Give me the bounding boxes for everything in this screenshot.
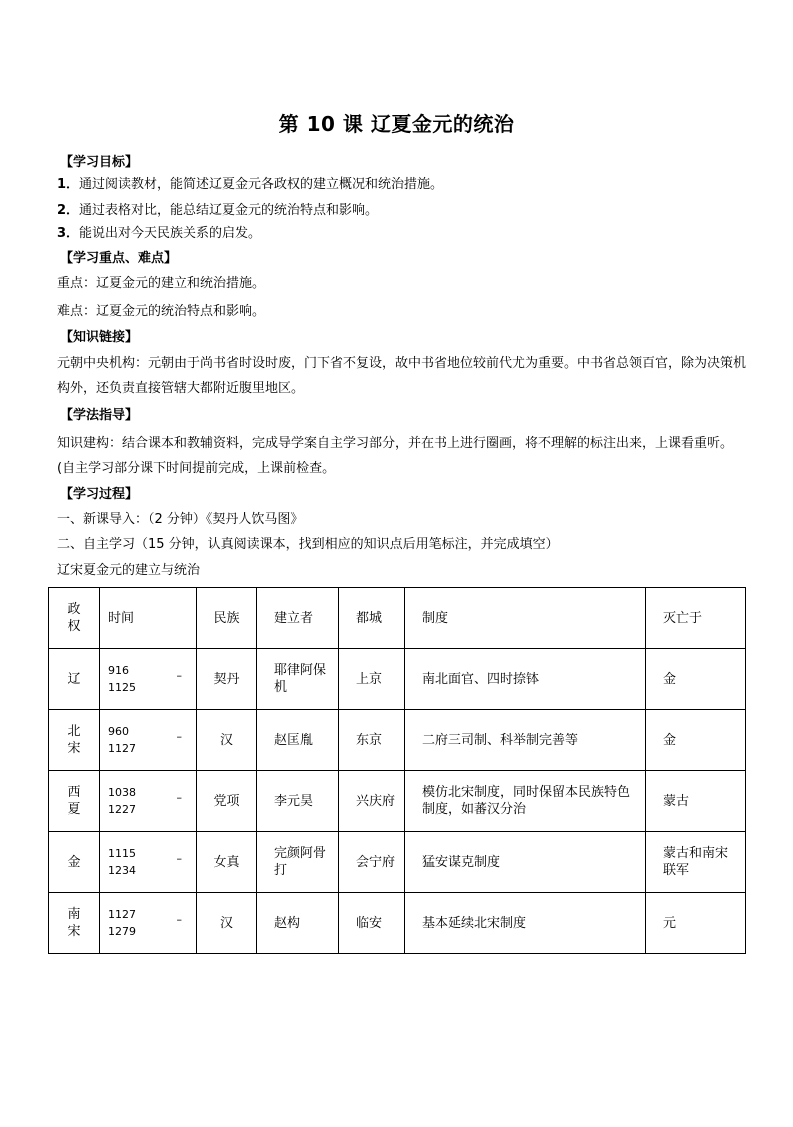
goal-item-2 xyxy=(57,203,378,219)
cell-time-start: 1038 xyxy=(108,786,136,799)
cell-regime: 金 xyxy=(49,832,100,893)
method-text: 知识建构：结合课本和教辅资料，完成导学案自主学习部分，并在书上进行圈画，将不理解的标注出来，上课看重听。(自主学习部分课下时间提前完成，上课前检查。 xyxy=(57,436,734,476)
table-header-row xyxy=(49,588,746,649)
goal-item-1 xyxy=(57,177,443,193)
cell-regime: 西夏 xyxy=(49,771,100,832)
header-regime: 政权 xyxy=(49,588,100,649)
cell-founder: 李元昊 xyxy=(257,771,339,832)
cell-time-dash: – xyxy=(176,730,182,743)
table-row xyxy=(49,832,746,893)
cell-capital: 上京 xyxy=(339,649,405,710)
cell-time-dash: – xyxy=(176,852,182,865)
process-heading: 【学习过程】 xyxy=(60,487,139,502)
header-time: 时间 xyxy=(100,588,197,649)
cell-system: 猛安谋克制度 xyxy=(405,832,646,893)
cell-system: 南北面官、四时捺钵 xyxy=(405,649,646,710)
cell-time-end: 1227 xyxy=(108,803,136,816)
cell-time-dash: – xyxy=(176,913,182,926)
cell-time-start: 1127 xyxy=(108,908,136,921)
regime-table xyxy=(48,587,746,954)
header-people: 民族 xyxy=(197,588,257,649)
header-founder: 建立者 xyxy=(257,588,339,649)
cell-time xyxy=(100,893,197,954)
cell-time-dash: – xyxy=(176,791,182,804)
goal-num-2: 2． xyxy=(57,203,80,218)
cell-time-end: 1125 xyxy=(108,681,136,694)
cell-time xyxy=(100,832,197,893)
cell-time-start: 960 xyxy=(108,725,129,738)
goals-heading: 【学习目标】 xyxy=(60,155,139,170)
goal-num-1: 1． xyxy=(57,177,80,192)
cell-people: 汉 xyxy=(197,893,257,954)
goal-text-2: 通过表格对比，能总结辽夏金元的统治特点和影响。 xyxy=(79,203,379,218)
cell-fell-to: 元 xyxy=(646,893,746,954)
goal-text-1: 通过阅读教材，能简述辽夏金元各政权的建立概况和统治措施。 xyxy=(79,177,444,192)
cell-founder: 耶律阿保机 xyxy=(257,649,339,710)
cell-founder: 完颜阿骨打 xyxy=(257,832,339,893)
cell-system: 基本延续北宋制度 xyxy=(405,893,646,954)
cell-time xyxy=(100,710,197,771)
keypoints-heading: 【学习重点、难点】 xyxy=(60,251,178,266)
cell-capital: 兴庆府 xyxy=(339,771,405,832)
cell-time-end: 1234 xyxy=(108,864,136,877)
cell-regime: 北宋 xyxy=(49,710,100,771)
knowledge-text: 元朝中央机构：元朝由于尚书省时设时废，门下省不复设，故中书省地位较前代尤为重要。中书省总领百官，除为决策机构外，还负责直接管辖大都附近腹里地区。 xyxy=(57,356,747,396)
cell-capital: 东京 xyxy=(339,710,405,771)
cell-regime: 南宋 xyxy=(49,893,100,954)
cell-time-end: 1127 xyxy=(108,742,136,755)
table-row xyxy=(49,771,746,832)
cell-time-dash: – xyxy=(176,669,182,682)
cell-founder: 赵匡胤 xyxy=(257,710,339,771)
cell-founder: 赵构 xyxy=(257,893,339,954)
cell-people: 党项 xyxy=(197,771,257,832)
cell-people: 女真 xyxy=(197,832,257,893)
table-row xyxy=(49,893,746,954)
cell-fell-to: 蒙古 xyxy=(646,771,746,832)
header-fell-to: 灭亡于 xyxy=(646,588,746,649)
cell-time xyxy=(100,649,197,710)
cell-time xyxy=(100,771,197,832)
cell-people: 汉 xyxy=(197,710,257,771)
cell-time-end: 1279 xyxy=(108,925,136,938)
cell-regime: 辽 xyxy=(49,649,100,710)
cell-fell-to: 蒙古和南宋联军 xyxy=(646,832,746,893)
header-capital: 都城 xyxy=(339,588,405,649)
cell-fell-to: 金 xyxy=(646,649,746,710)
header-system: 制度 xyxy=(405,588,646,649)
goal-num-3: 3． xyxy=(57,226,80,241)
cell-capital: 临安 xyxy=(339,893,405,954)
method-heading: 【学法指导】 xyxy=(60,408,139,423)
process-step-1: 一、新课导入：（2 分钟）《契丹人饮马图》 xyxy=(57,512,304,527)
goal-text-3: 能说出对今天民族关系的启发。 xyxy=(79,226,262,241)
cell-system: 二府三司制、科举制完善等 xyxy=(405,710,646,771)
table-row xyxy=(49,710,746,771)
cell-fell-to: 金 xyxy=(646,710,746,771)
process-step-2: 二、自主学习（15 分钟，认真阅读课本，找到相应的知识点后用笔标注，并完成填空） xyxy=(57,537,559,552)
cell-time-start: 916 xyxy=(108,664,129,677)
cell-people: 契丹 xyxy=(197,649,257,710)
knowledge-heading: 【知识链接】 xyxy=(60,330,139,345)
cell-time-start: 1115 xyxy=(108,847,136,860)
lesson-title: 第 10 课 辽夏金元的统治 xyxy=(278,112,515,136)
difficult-point: 难点：辽夏金元的统治特点和影响。 xyxy=(57,304,266,319)
goal-item-3 xyxy=(57,226,261,242)
cell-capital: 会宁府 xyxy=(339,832,405,893)
key-point: 重点：辽夏金元的建立和统治措施。 xyxy=(57,276,266,291)
cell-system: 模仿北宋制度，同时保留本民族特色制度，如蕃汉分治 xyxy=(405,771,646,832)
table-row xyxy=(49,649,746,710)
table-caption: 辽宋夏金元的建立与统治 xyxy=(57,563,201,578)
